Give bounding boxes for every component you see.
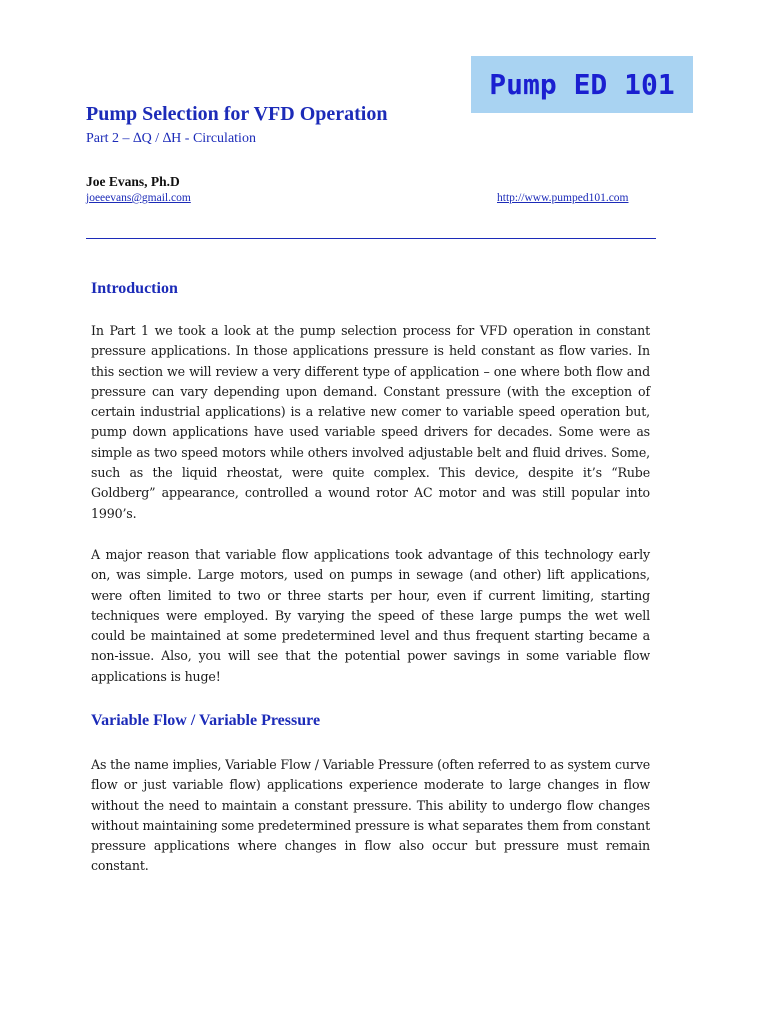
section-heading-variable-flow: Variable Flow / Variable Pressure	[91, 712, 321, 729]
author-name: Joe Evans, Ph.D	[86, 174, 180, 189]
header-divider	[86, 238, 656, 239]
intro-paragraph-1: In Part 1 we took a look at the pump selection process for VFD operation in constant pressure applications. In those applications pressure is held constant as flow varies. In this section we will review a very different type of application – one where both flow and pressure can vary depending upon demand. Constant pressure (with the exception of certain industrial applications) is a relative new comer to variable speed operation but, pump down applications have used variable speed drivers for decades. Some were as simple as two speed motors while others involved adjustable belt and fluid drives. Some, such as the liquid rheostat, were quite complex. This device, despite it’s “Rube Goldberg” appearance, controlled a wound rotor AC motor and was still popular into 1990’s.	[91, 323, 650, 521]
intro-paragraph-2: A major reason that variable flow applications took advantage of this technology early on, was simple. Large motors, used on pumps in sewage (and other) lift applications, were often limited to two or three starts per hour, even if current limiting, starting techniques were employed. By varying the speed of these large pumps the wet well could be maintained at some predetermined level and thus frequent starting became a non-issue. Also, you will see that the potential power savings in some variable flow applications is huge!	[91, 547, 650, 684]
document-title: Pump Selection for VFD Operation	[86, 103, 388, 125]
variable-flow-paragraph-1: As the name implies, Variable Flow / Variable Pressure (often referred to as system curve flow or just variable flow) applications experience moderate to large changes in flow without the need to maintain a constant pressure. This ability to undergo flow changes without maintaining some predetermined pressure is what separates them from constant pressure applications where changes in flow also occur but pressure must remain constant.	[91, 757, 650, 874]
pump-ed-logo-box	[471, 56, 693, 113]
section-heading-introduction: Introduction	[91, 280, 178, 297]
website-link[interactable]: http://www.pumped101.com	[497, 192, 629, 204]
logo-text: Pump ED 101	[489, 68, 675, 101]
author-email-link[interactable]: joeeevans@gmail.com	[86, 192, 191, 204]
document-subtitle: Part 2 – ∆Q / ∆H - Circulation	[86, 131, 256, 146]
